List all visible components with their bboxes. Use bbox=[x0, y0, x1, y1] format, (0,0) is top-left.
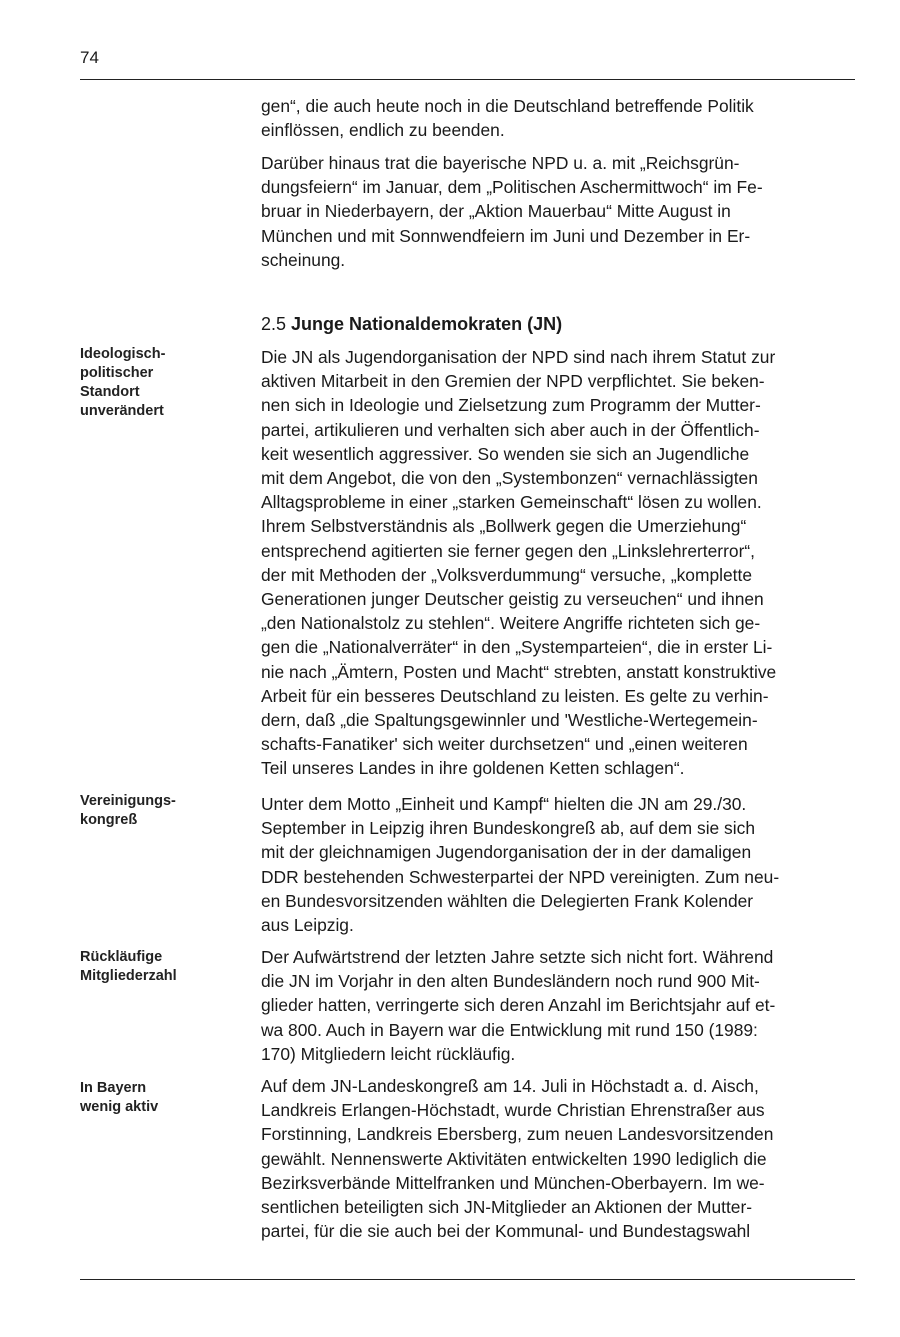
text-line: entsprechend agitierten sie ferner gegen den „Linkslehrerterror“, bbox=[261, 540, 755, 561]
text-line: Darüber hinaus trat die bayerische NPD u. a. mit „Reichsgrün- bbox=[261, 153, 740, 173]
text-line: Auf dem JN-Landeskongreß am 14. Juli in Höchstadt a. d. Aisch, bbox=[261, 1076, 759, 1096]
text-line: Generationen junger Deutscher geistig zu verseuchen“ und ihnen bbox=[261, 589, 764, 610]
footer-rule bbox=[80, 1279, 855, 1280]
text-line: wa 800. Auch in Bayern war die Entwicklung mit rund 150 (1989: bbox=[261, 1019, 758, 1040]
text-line: gen“, die auch heute noch in die Deutschland betreffende Politik bbox=[261, 96, 754, 116]
text-line: Teil unseres Landes in ihre goldenen Ketten schlagen“. bbox=[261, 758, 685, 779]
margin-note-line: Ideologisch- bbox=[80, 346, 166, 362]
text-line: aus Leipzig. bbox=[261, 915, 354, 936]
text-line: der mit Methoden der „Volksverdummung“ versuche, „komplette bbox=[261, 564, 753, 585]
text-line: mit dem Angebot, die von den „Systembonzen“ vernachlässigten bbox=[261, 468, 758, 489]
jn-paragraph-1 bbox=[261, 345, 857, 781]
text-line: partei, für die sie auch bei der Kommunal- und Bundestagswahl bbox=[261, 1221, 751, 1242]
section-title: Junge Nationaldemokraten (JN) bbox=[291, 314, 563, 334]
margin-note-line: Mitgliederzahl bbox=[80, 968, 177, 984]
text-line: dern, daß „die Spaltungsgewinnler und 'Westliche-Wertegemein- bbox=[261, 710, 758, 731]
text-line: partei, artikulieren und verhalten sich aber auch in der Öffentlich- bbox=[261, 419, 760, 440]
section-heading bbox=[261, 312, 562, 336]
text-line: Arbeit für ein besseres Deutschland zu leisten. Es gelte zu verhin- bbox=[261, 685, 769, 706]
text-line: mit der gleichnamigen Jugendorganisation der in der damaligen bbox=[261, 842, 752, 863]
text-line: „den Nationalstolz zu stehlen“. Weitere Angriffe richteten sich ge- bbox=[261, 613, 761, 634]
jn-paragraph-2 bbox=[261, 792, 857, 937]
text-line: gewählt. Nennenswerte Aktivitäten entwickelten 1990 lediglich die bbox=[261, 1148, 767, 1169]
text-line: bruar in Niederbayern, der „Aktion Mauerbau“ Mitte August in bbox=[261, 201, 731, 222]
text-line: die JN im Vorjahr in den alten Bundesländern noch rund 900 Mit- bbox=[261, 971, 760, 992]
intro-paragraph-1 bbox=[261, 94, 857, 142]
margin-note-line: politischer bbox=[80, 365, 154, 381]
text-line: gen die „Nationalverräter“ in den „Systemparteien“, die in erster Li- bbox=[261, 637, 773, 658]
text-line: scheinung. bbox=[261, 249, 346, 270]
text-line: Forstinning, Landkreis Ebersberg, zum neuen Landesvorsitzenden bbox=[261, 1124, 774, 1145]
text-line: einflössen, endlich zu beenden. bbox=[261, 120, 505, 141]
margin-note-line: Rückläufige bbox=[80, 949, 163, 965]
margin-note-line: In Bayern bbox=[80, 1080, 147, 1096]
jn-paragraph-4 bbox=[261, 1074, 857, 1243]
margin-note-line: Standort bbox=[80, 384, 140, 400]
margin-note-line: unverändert bbox=[80, 403, 164, 419]
margin-note-line: Vereinigungs- bbox=[80, 793, 176, 809]
text-line: en Bundesvorsitzenden wählten die Delegierten Frank Kolender bbox=[261, 890, 754, 911]
text-line: keit wesentlich aggressiver. So wenden sie sich an Jugendliche bbox=[261, 443, 750, 464]
text-line: nie nach „Ämtern, Posten und Macht“ strebten, anstatt konstruktive bbox=[261, 661, 777, 682]
margin-note-membership bbox=[80, 948, 230, 986]
text-line: nen sich in Ideologie und Zielsetzung zum Programm der Mutter- bbox=[261, 395, 761, 416]
header-rule bbox=[80, 79, 855, 80]
margin-note-ideology bbox=[80, 345, 230, 421]
text-line: glieder hatten, verringerte sich deren Anzahl im Berichtsjahr auf et- bbox=[261, 995, 776, 1016]
margin-note-line: kongreß bbox=[80, 812, 138, 828]
text-line: Die JN als Jugendorganisation der NPD sind nach ihrem Statut zur bbox=[261, 347, 776, 367]
margin-note-line: wenig aktiv bbox=[80, 1099, 159, 1115]
text-line: DDR bestehenden Schwesterpartei der NPD vereinigten. Zum neu- bbox=[261, 866, 780, 887]
text-line: Der Aufwärtstrend der letzten Jahre setzte sich nicht fort. Während bbox=[261, 947, 774, 967]
text-line: September in Leipzig ihren Bundeskongreß ab, auf dem sie sich bbox=[261, 818, 755, 839]
jn-paragraph-3 bbox=[261, 945, 857, 1066]
text-line: 170) Mitgliedern leicht rückläufig. bbox=[261, 1043, 516, 1064]
margin-note-bavaria bbox=[80, 1079, 230, 1117]
intro-paragraph-2 bbox=[261, 151, 857, 272]
text-line: Ihrem Selbstverständnis als „Bollwerk gegen die Umerziehung“ bbox=[261, 516, 747, 537]
text-line: sentlichen beteiligten sich JN-Mitglieder an Aktionen der Mutter- bbox=[261, 1197, 753, 1218]
page-number: 74 bbox=[80, 48, 99, 67]
section-number: 2.5 bbox=[261, 314, 287, 334]
text-line: München und mit Sonnwendfeiern im Juni und Dezember in Er- bbox=[261, 225, 751, 246]
text-line: dungsfeiern“ im Januar, dem „Politischen Aschermittwoch“ im Fe- bbox=[261, 177, 763, 198]
margin-note-congress bbox=[80, 792, 230, 830]
text-line: schafts-Fanatiker' sich weiter durchsetzen“ und „einen weiteren bbox=[261, 734, 748, 755]
text-line: aktiven Mitarbeit in den Gremien der NPD verpflichtet. Sie beken- bbox=[261, 371, 765, 392]
text-line: Unter dem Motto „Einheit und Kampf“ hielten die JN am 29./30. bbox=[261, 794, 747, 814]
text-line: Alltagsprobleme in einer „starken Gemeinschaft“ lösen zu wollen. bbox=[261, 492, 762, 513]
text-line: Bezirksverbände Mittelfranken und München-Oberbayern. Im we- bbox=[261, 1172, 765, 1193]
text-line: Landkreis Erlangen-Höchstadt, wurde Christian Ehrenstraßer aus bbox=[261, 1100, 765, 1121]
